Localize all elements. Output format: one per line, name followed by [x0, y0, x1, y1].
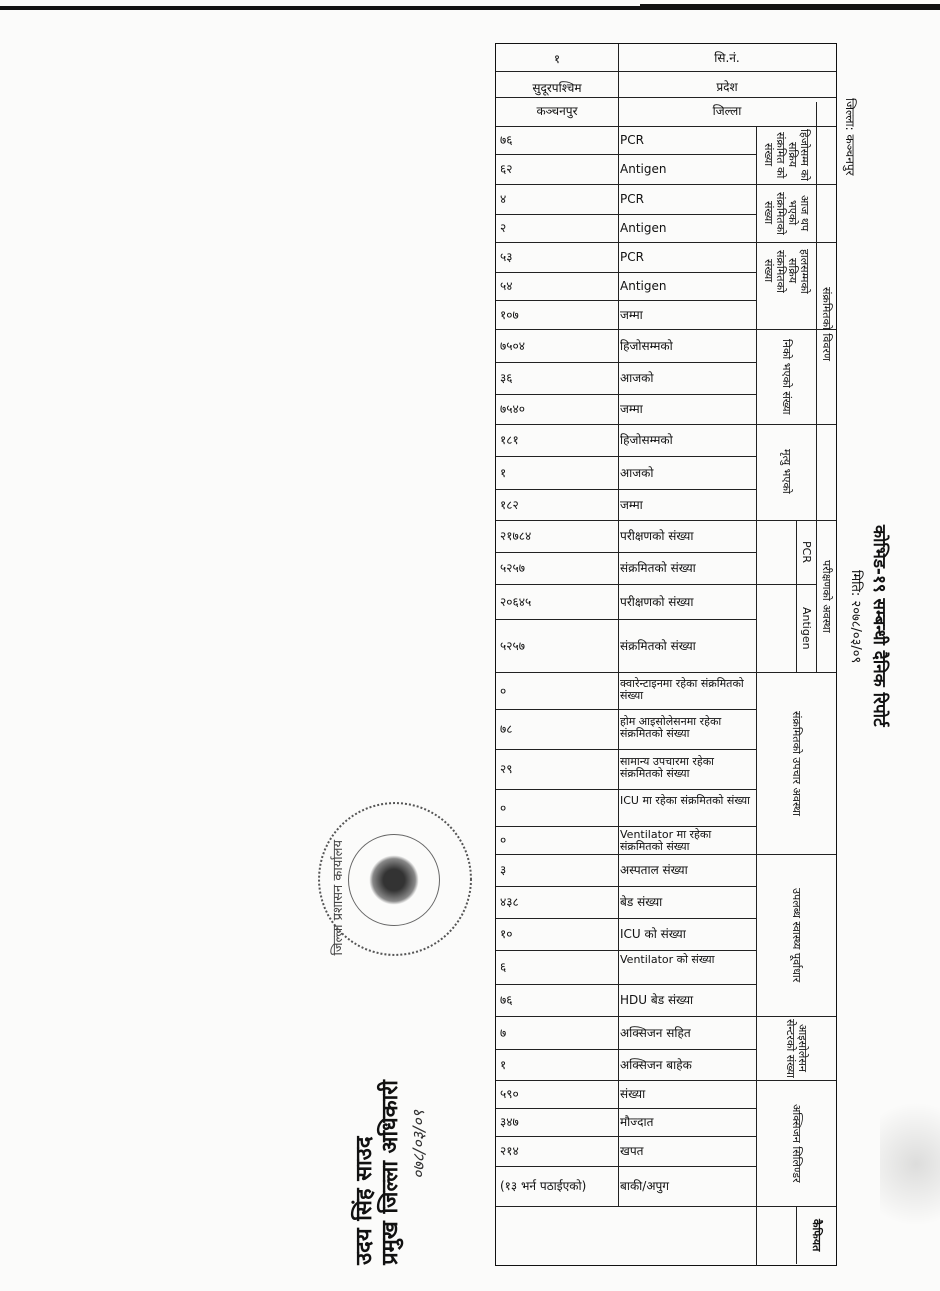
- seal-emblem: [348, 834, 440, 926]
- row-divider: [496, 1108, 756, 1109]
- row-divider: [496, 242, 756, 243]
- row-label: हिजोसम्मको: [620, 433, 673, 447]
- row-value: १८१: [500, 433, 519, 447]
- row-divider: [496, 394, 756, 395]
- row-divider: [496, 97, 836, 98]
- row-value: ७५०४: [500, 338, 525, 353]
- row-value: ७५४०: [500, 402, 525, 416]
- row-label: जम्मा: [620, 402, 643, 416]
- row-value: ५४: [500, 279, 513, 293]
- sn-label: सि.नं.: [714, 51, 740, 65]
- row-value: ३६: [500, 371, 513, 385]
- row-label: संक्रमितको संख्या: [620, 561, 696, 575]
- group-antigen: Antigen: [800, 606, 813, 650]
- row-label: Antigen: [620, 221, 667, 235]
- row-divider: [496, 71, 836, 72]
- row-divider: [496, 184, 756, 185]
- row-label: हिजोसम्मको: [620, 338, 673, 353]
- row-divider: [496, 984, 756, 985]
- row-label: ICU मा रहेका संक्रमितको संख्या: [620, 793, 751, 807]
- group-active-till-yesterday: हिजोसम्म को सक्रिय संक्रमित को संख्या: [762, 129, 811, 181]
- row-value: ०: [500, 800, 507, 815]
- row-value: २१७८४: [500, 529, 532, 543]
- row-value: (१३ भर्न पठाईएको): [500, 1179, 587, 1193]
- row-value: ०: [500, 833, 507, 847]
- row-divider: [496, 362, 756, 363]
- row-divider: [496, 520, 756, 521]
- row-label: परीक्षणको संख्या: [620, 594, 694, 609]
- row-value: ७६: [500, 993, 513, 1007]
- row-value: १: [500, 1057, 507, 1072]
- group-recovered: निको भएको संख्या: [780, 338, 793, 415]
- row-value: ५२५७: [500, 561, 525, 575]
- row-label: बाकी/अपुग: [620, 1179, 670, 1193]
- row-value: १०: [500, 927, 513, 941]
- row-value: ७: [500, 1025, 507, 1040]
- row-divider: [496, 584, 756, 585]
- row-label: जम्मा: [620, 497, 643, 512]
- group-infected-details: संक्रमितको विवरण: [820, 286, 833, 361]
- row-value: ७६: [500, 133, 513, 147]
- report-date: मिति: २०७८/०३/०९: [848, 570, 863, 664]
- row-divider: [496, 789, 756, 790]
- row-value: ५२५७: [500, 638, 525, 653]
- province-label: प्रदेश: [716, 80, 738, 94]
- row-divider: [496, 1080, 756, 1081]
- group-isolation-centers: आइसोलेसन सेन्टरको संख्या: [784, 1018, 809, 1078]
- row-divider: [496, 214, 756, 215]
- group-active-now: हालसम्मको सक्रिय संक्रमितको संख्या: [762, 248, 811, 294]
- row-label: परीक्षणको संख्या: [620, 529, 694, 543]
- sn-value: १: [553, 52, 561, 66]
- row-label: क्वारेन्टाइनमा रहेका संक्रमितको संख्या: [620, 676, 744, 702]
- row-label: अक्सिजन सहित: [620, 1025, 691, 1040]
- row-divider: [496, 329, 756, 330]
- row-divider: [496, 1166, 756, 1167]
- province-value: सुदूरपश्चिम: [532, 81, 582, 95]
- scan-shadow: [880, 1100, 940, 1260]
- row-divider: [496, 709, 756, 710]
- row-divider: [496, 272, 756, 273]
- row-divider: [496, 154, 756, 155]
- row-divider: [496, 1136, 756, 1137]
- row-label: मौज्दात: [620, 1115, 654, 1129]
- signed-date: ०७८/०३/०९: [409, 1110, 428, 1180]
- row-label: खपत: [620, 1144, 644, 1158]
- row-label: PCR: [620, 192, 644, 206]
- row-value: ३: [500, 863, 507, 877]
- group-oxygen-cylinder: अक्सिजन सिलिण्डर: [790, 1103, 803, 1183]
- row-label: HDU बेड संख्या: [620, 993, 694, 1007]
- row-label: अक्सिजन बाहेक: [620, 1057, 692, 1072]
- row-value: ३४७: [500, 1115, 519, 1129]
- group-remarks: कैफियत: [810, 1218, 823, 1252]
- row-label: होम आइसोलेसनमा रहेका संक्रमितको संख्या: [620, 715, 722, 740]
- row-label: संक्रमितको संख्या: [620, 638, 696, 653]
- row-value: ०: [500, 683, 507, 698]
- row-label: सामान्य उपचारमा रहेका संक्रमितको संख्या: [620, 755, 715, 780]
- signature-title: प्रमुख जिल्ला अधिकारी: [378, 1080, 403, 1265]
- row-label: जम्मा: [620, 307, 643, 322]
- row-value: ४: [500, 192, 507, 206]
- district-label: जिल्ला: [712, 104, 742, 118]
- column-divider: [618, 44, 619, 1206]
- group-deaths: मृत्यु भएको: [780, 449, 793, 494]
- group-health-facilities: उपलब्ध स्वास्थ्य पूर्वाधार: [790, 887, 803, 983]
- row-value: १०७: [500, 307, 519, 322]
- row-divider: [496, 672, 756, 673]
- row-value: ४३८: [500, 895, 519, 909]
- row-value: १: [500, 465, 507, 480]
- officer-stamp: [352, 1080, 404, 1265]
- office-seal-text: जिल्ला प्रशासन कार्यालय: [331, 840, 346, 956]
- row-value: १८२: [500, 497, 519, 512]
- row-label: आजको: [620, 371, 654, 385]
- row-label: Antigen: [620, 162, 667, 176]
- row-value: २९: [500, 762, 513, 776]
- row-divider: [496, 1206, 756, 1207]
- row-divider: [496, 456, 756, 457]
- row-value: ५९०: [500, 1087, 519, 1101]
- row-divider: [496, 854, 756, 855]
- row-value: २०६४५: [500, 594, 532, 609]
- district-line: जिल्ला: कञ्चनपुर: [843, 98, 857, 176]
- row-label: संख्या: [620, 1087, 646, 1101]
- row-divider: [496, 918, 756, 919]
- row-value: २१४: [500, 1144, 519, 1158]
- row-divider: [496, 886, 756, 887]
- row-label: ICU को संख्या: [620, 927, 686, 941]
- row-divider: [496, 552, 756, 553]
- row-divider: [496, 749, 756, 750]
- row-label: Ventilator मा रहेका संक्रमितको संख्या: [620, 828, 712, 853]
- group-testing-status: परीक्षणको अवस्था: [820, 559, 833, 633]
- group-pcr: PCR: [800, 540, 813, 563]
- row-divider: [496, 1049, 756, 1050]
- report-table: [495, 43, 837, 1266]
- row-label: बेड संख्या: [620, 895, 663, 909]
- row-label: PCR: [620, 133, 644, 147]
- row-label: PCR: [620, 250, 644, 264]
- row-divider: [496, 300, 756, 301]
- row-divider: [496, 619, 756, 620]
- row-value: २: [500, 221, 507, 235]
- row-value: ६२: [500, 162, 513, 176]
- district-value: कञ्चनपुर: [536, 104, 578, 118]
- row-value: ६: [500, 960, 507, 974]
- row-divider: [496, 489, 756, 490]
- row-divider: [496, 826, 756, 827]
- row-value: ५३: [500, 250, 513, 264]
- row-divider: [496, 950, 756, 951]
- group-treatment-status: संक्रमितको उपचार अवस्था: [790, 710, 803, 816]
- row-label: Antigen: [620, 279, 667, 293]
- row-label: आजको: [620, 465, 654, 480]
- signature-name: उदय सिंह साउद: [352, 1136, 377, 1265]
- top-border-line: [0, 6, 940, 10]
- row-divider: [496, 424, 756, 425]
- row-label: अस्पताल संख्या: [620, 863, 688, 877]
- row-value: ७८: [500, 722, 513, 736]
- row-divider: [496, 1016, 756, 1017]
- report-title: कोभिड-१९ सम्बन्धी दैनिक रिपोर्ट: [869, 525, 889, 727]
- group-added-today: आज थप भएको संक्रमितको संख्या: [762, 191, 811, 235]
- row-label: Ventilator को संख्या: [620, 953, 715, 966]
